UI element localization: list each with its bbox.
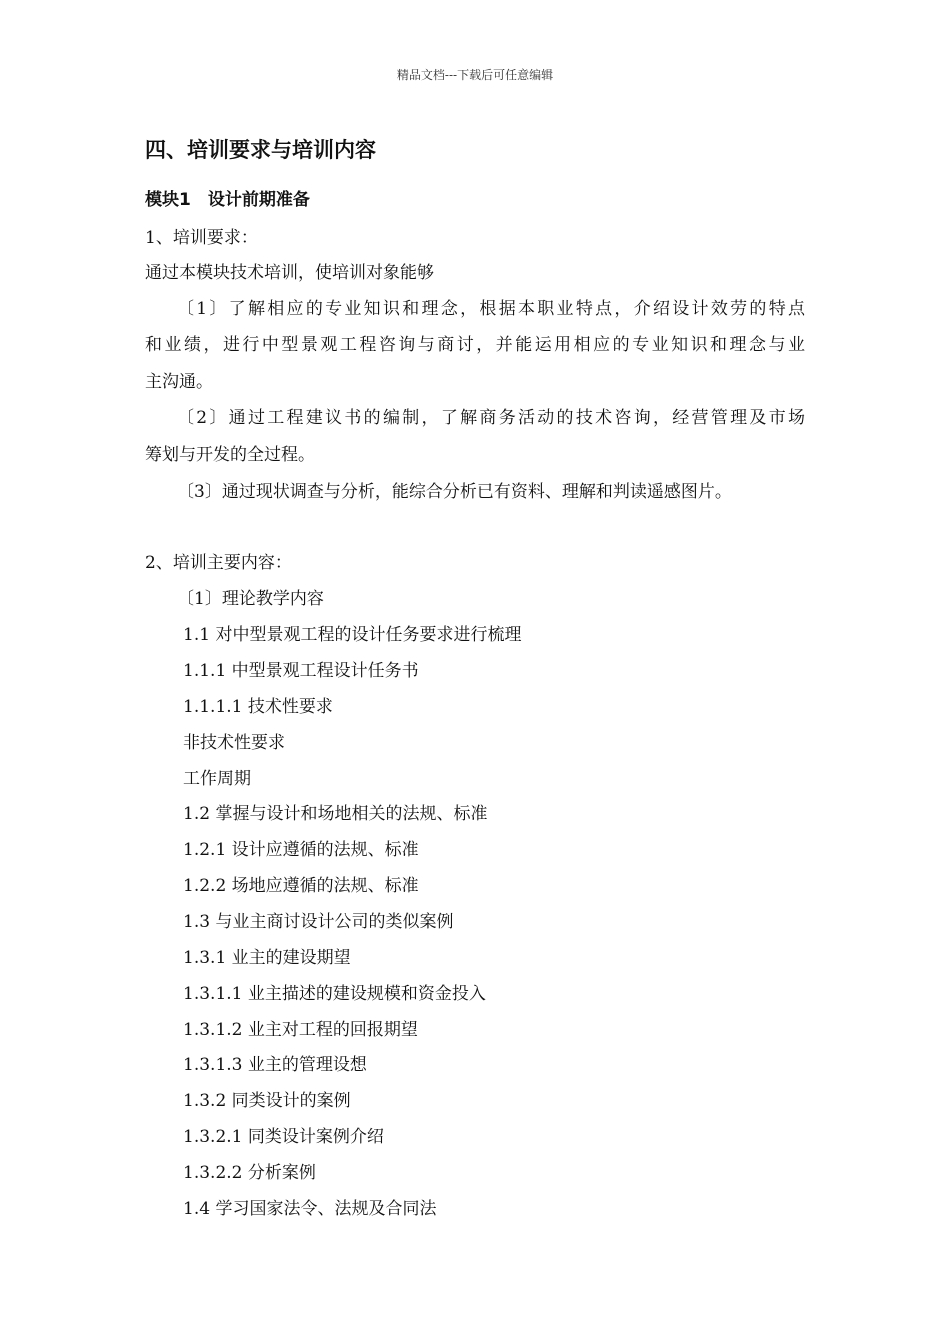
theory-heading: 〔1〕理论教学内容 (177, 589, 324, 609)
requirement-item-2-line-2: 筹划与开发的全过程。 (145, 445, 315, 465)
outline-item: 1.3.2.1 同类设计案例介绍 (183, 1127, 384, 1147)
requirement-item-1-line-3: 主沟通。 (145, 372, 213, 392)
outline-item: 1.2 掌握与设计和场地相关的法规、标准 (183, 804, 488, 824)
requirements-heading: 1、培训要求： (145, 228, 258, 248)
outline-item: 1.1 对中型景观工程的设计任务要求进行梳理 (183, 625, 522, 645)
outline-item: 工作周期 (183, 769, 251, 789)
content-heading: 2、培训主要内容： (145, 553, 292, 573)
requirements-intro: 通过本模块技术培训，使培训对象能够 (145, 263, 434, 283)
requirement-item-1-line-1: 〔1〕了解相应的专业知识和理念，根据本职业特点，介绍设计效劳的特点 (177, 299, 805, 319)
requirement-item-3-line-1: 〔3〕通过现状调查与分析，能综合分析已有资料、理解和判读遥感图片。 (177, 482, 732, 502)
outline-item: 1.4 学习国家法令、法规及合同法 (183, 1199, 437, 1219)
outline-item: 1.3.1.1 业主描述的建设规模和资金投入 (183, 984, 486, 1004)
section-title: 四、培训要求与培训内容 (145, 138, 376, 162)
page-header: 精品文档---下载后可任意编辑 (396, 68, 554, 82)
module-title: 模块1 设计前期准备 (145, 190, 310, 210)
outline-item: 1.3 与业主商讨设计公司的类似案例 (183, 912, 454, 932)
requirement-item-1-line-2: 和业绩，进行中型景观工程咨询与商讨，并能运用相应的专业知识和理念与业 (145, 335, 805, 355)
outline-item: 1.3.1.3 业主的管理设想 (183, 1055, 367, 1075)
outline-item: 1.1.1.1 技术性要求 (183, 697, 333, 717)
outline-item: 1.3.2 同类设计的案例 (183, 1091, 351, 1111)
outline-item: 1.2.1 设计应遵循的法规、标准 (183, 840, 419, 860)
outline-item: 1.1.1 中型景观工程设计任务书 (183, 661, 419, 681)
outline-item: 非技术性要求 (183, 733, 285, 753)
outline-item: 1.3.2.2 分析案例 (183, 1163, 316, 1183)
outline-item: 1.2.2 场地应遵循的法规、标准 (183, 876, 419, 896)
outline-item: 1.3.1.2 业主对工程的回报期望 (183, 1020, 418, 1040)
outline-item: 1.3.1 业主的建设期望 (183, 948, 351, 968)
requirement-item-2-line-1: 〔2〕通过工程建议书的编制，了解商务活动的技术咨询，经营管理及市场 (177, 408, 805, 428)
